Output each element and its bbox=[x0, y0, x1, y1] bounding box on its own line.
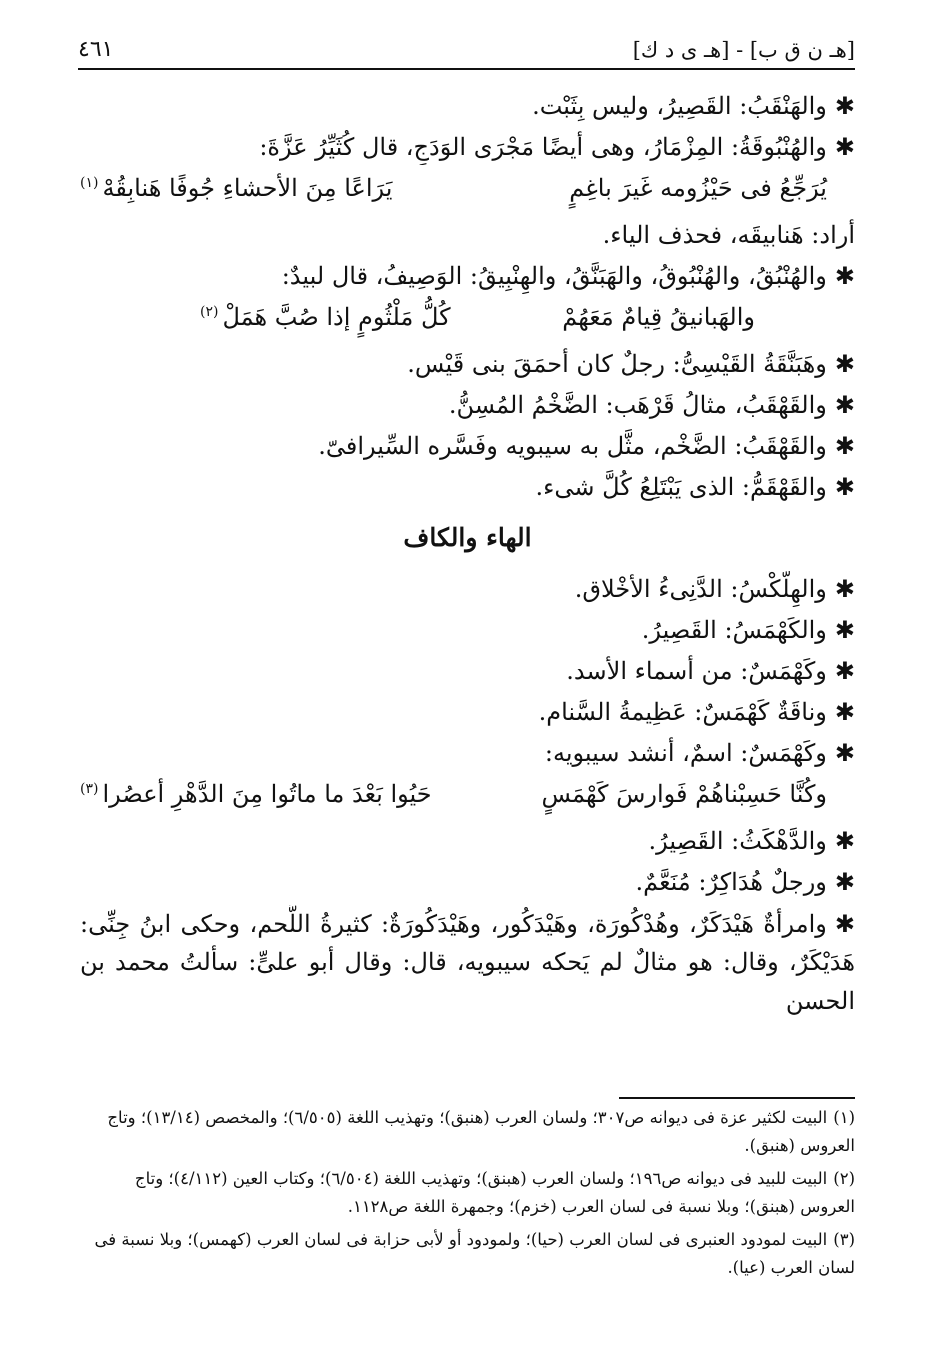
verse-second-hemistich bbox=[80, 776, 432, 812]
footnote-marker: (٢) bbox=[200, 304, 219, 320]
entry bbox=[80, 864, 855, 900]
entry bbox=[80, 88, 855, 124]
entry-text: وهَبَنَّقَةُ القَيْسِىُّ: رجلٌ كان أحمَقَ بنى قَيْس. bbox=[407, 350, 827, 378]
asterisk-icon: ✱ bbox=[834, 738, 855, 767]
entry-text: والقَهْقَبُ: الضَّخْم، مثَّل به سيبويه وفَسَّره السِّيرافىّ. bbox=[318, 432, 827, 460]
asterisk-icon: ✱ bbox=[834, 615, 855, 644]
entry-text: والهِلَّكْسُ: الدَّنِىءُ الأخْلاق. bbox=[574, 574, 827, 603]
entry bbox=[80, 258, 855, 294]
entry bbox=[80, 428, 855, 464]
asterisk-icon: ✱ bbox=[834, 133, 855, 161]
asterisk-icon: ✱ bbox=[834, 473, 855, 501]
entry-text: والهُنْبُوقَةُ: المِزْمَارُ، وهى أيضًا مَجْرَى الوَدَجِ، قال كُثَيِّرُ عَزَّةَ: bbox=[259, 133, 827, 161]
asterisk-icon: ✱ bbox=[834, 92, 855, 120]
asterisk-icon: ✱ bbox=[834, 867, 855, 896]
verse-sibawayh bbox=[80, 776, 855, 818]
section-heading: الهاء والكاف bbox=[403, 523, 532, 552]
footnote-divider bbox=[619, 1097, 855, 1099]
asterisk-icon: ✱ bbox=[834, 432, 855, 460]
verse-first-hemistich: وكُنَّا حَسِبْناهُمْ فَوارسَ كَهْمَسٍ bbox=[541, 779, 827, 808]
verse-lubaid bbox=[80, 299, 855, 341]
asterisk-icon: ✱ bbox=[834, 826, 855, 855]
verse-second-hemistich bbox=[200, 299, 451, 335]
entry-text: والهَنْقَبُ: القَصِيرُ، وليس بِثَبْت. bbox=[532, 92, 827, 120]
footnote-text: البيت لكثير عزة فى ديوانه ص٣٠٧؛ ولسان العرب (هنبق)؛ وتهذيب اللغة (٦/٥٠٥)؛ والمخصص (١٣/١٤)؛ وتاج العروس (هنبق). bbox=[107, 1108, 855, 1156]
entry-text: والكَهْمَسُ: القَصِيرُ. bbox=[641, 615, 827, 644]
explanation-line: أراد: هَنابيقَه، فحذف الياء. bbox=[602, 221, 855, 249]
footnote bbox=[80, 1165, 855, 1222]
entry-text: وامرأةٌ هَيْدَكَرٌ، وهُدْكُورَة، وهَيْدَكُور، وهَيْدَكُورَةٌ: كثيرةُ اللَّحم، وحكى ابنُ جِنِّى: هَدَيْكَرٌ، وقال: هو مثالٌ لم يَحكه سيبويه، قال: وقال أبو علىٍّ: سألتُ محمد بن الحسن bbox=[80, 909, 855, 1016]
entry bbox=[80, 346, 855, 382]
footnotes bbox=[80, 1104, 855, 1286]
verse-first-hemistich: والهَبانيقُ قِيامٌ مَعَهُمْ bbox=[562, 303, 755, 331]
entry bbox=[80, 653, 855, 689]
footnote bbox=[80, 1104, 855, 1161]
entry-text: والدَّهْكَثُ: القَصِيرُ. bbox=[648, 826, 827, 855]
verse-first-hemistich: يُرَجِّعُ فى حَيْزُومه غَيرَ باغِمٍ bbox=[569, 174, 827, 202]
footnote-text: البيت للبيد فى ديوانه ص١٩٦؛ ولسان العرب (هبنق)؛ وتهذيب اللغة (٦/٥٠٤)؛ وكتاب العين (٤/١١٢)؛ وتاج العروس (هبنق)؛ وبلا نسبة فى لسان العرب (خزم)؛ وجمهرة اللغة ص١١٢٨. bbox=[134, 1168, 855, 1217]
entry bbox=[80, 612, 855, 648]
footnote bbox=[80, 1226, 855, 1283]
asterisk-icon: ✱ bbox=[834, 656, 855, 685]
footnote-marker: (١) bbox=[80, 175, 99, 191]
running-title: [هـ ن ق ب] - [هـ ى د ك] bbox=[632, 38, 855, 62]
entry-text: وكَهْمَسٌ: اسمٌ، أنشد سيبويه: bbox=[544, 738, 827, 767]
hemistich-text: كُلُّ مَلْثُومٍ إذا صُبَّ هَمَلْ bbox=[222, 303, 451, 331]
asterisk-icon: ✱ bbox=[834, 350, 855, 378]
entry-text: والقَهْقَبُ، مثالُ قَرْهَب: الضَّخْمُ المُسِنُّ. bbox=[448, 391, 827, 419]
entry-paragraph bbox=[80, 905, 855, 1022]
entry bbox=[80, 694, 855, 730]
footnote-text: البيت لمودود العنبرى فى لسان العرب (حيا)؛ ولمودود أو لأبى حزابة فى لسان العرب (كهمس)؛ وبلا نسبة فى لسان العرب (عيا). bbox=[94, 1229, 855, 1277]
entry bbox=[80, 823, 855, 859]
page-header bbox=[78, 22, 855, 70]
asterisk-icon: ✱ bbox=[834, 697, 855, 726]
entry-text: ورجلٌ هُدَاكِرٌ: مُنَعَّمٌ. bbox=[635, 867, 827, 896]
entry bbox=[80, 129, 855, 165]
footnote-mark: (٣) bbox=[833, 1229, 855, 1249]
entry bbox=[80, 735, 855, 771]
entry-text: والقَهْقَمُّ: الذى يَبْتَلِعُ كُلَّ شىء. bbox=[535, 473, 827, 501]
entry-text: وكَهْمَسٌ: من أسماء الأسد. bbox=[566, 656, 827, 685]
hemistich-text: يَرَاعًا مِنَ الأحشاءِ جُوفًا هَنابِقُهْ bbox=[102, 174, 393, 202]
entry bbox=[80, 387, 855, 423]
page-number: ٤٦١ bbox=[78, 37, 114, 62]
asterisk-icon: ✱ bbox=[834, 909, 855, 938]
page-body bbox=[80, 88, 855, 1026]
entry-text: وناقَةٌ كَهْمَسٌ: عَظِيمةُ السَّنام. bbox=[538, 697, 827, 726]
asterisk-icon: ✱ bbox=[834, 262, 855, 290]
asterisk-icon: ✱ bbox=[834, 574, 855, 603]
entry bbox=[80, 571, 855, 607]
entry bbox=[80, 469, 855, 505]
verse-second-hemistich bbox=[80, 170, 392, 206]
footnote-mark: (٢) bbox=[833, 1168, 855, 1188]
asterisk-icon: ✱ bbox=[834, 391, 855, 419]
footnote-mark: (١) bbox=[833, 1108, 855, 1127]
footnote-marker: (٣) bbox=[80, 780, 99, 797]
hemistich-text: حَيُوا بَعْدَ ما ماتُوا مِنَ الدَّهْرِ أعصُرا bbox=[102, 779, 432, 808]
verse-kuthayyir bbox=[80, 170, 855, 212]
entry-text: والهُنْبُقُ، والهُنْبُوقُ، والهَبَنَّقُ، والهِنْبِيقُ: الوَصِيفُ، قال لبيدٌ: bbox=[281, 262, 827, 290]
